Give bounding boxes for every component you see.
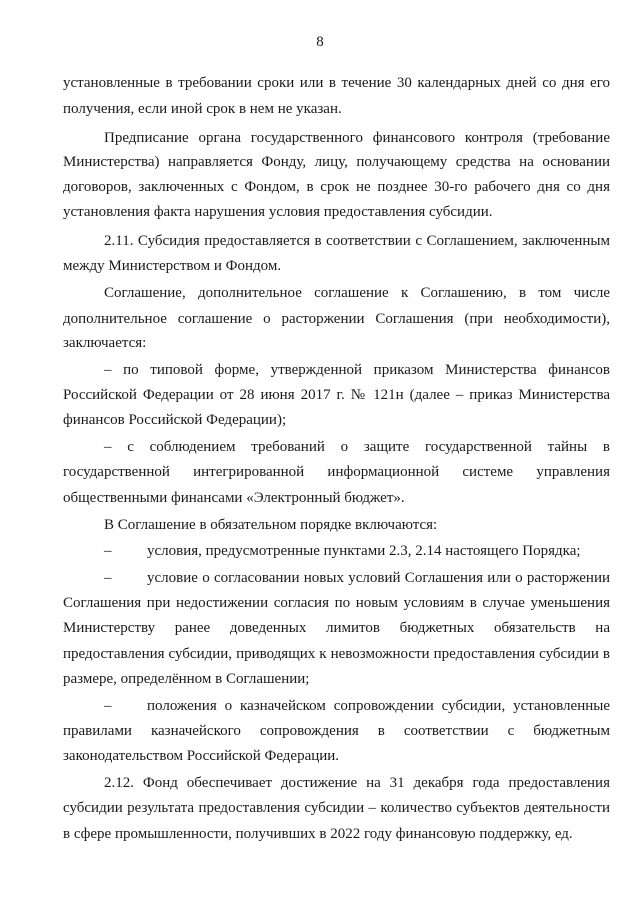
text-line: условия, предусмотренные пунктами 2.3, 2.14 настоящего Порядка;	[147, 543, 581, 559]
text-line: 2.12. Фонд обеспечивает достижение на 31 декабря года предоставления	[104, 775, 610, 791]
text-line: предоставления субсидии, приводящих к невозможности предоставления субсидии в	[63, 646, 610, 662]
text-line: Министерства) направляется Фонду, лицу, получающему средства на основании	[63, 154, 610, 170]
list-dash: –	[104, 698, 112, 714]
text-line: установления факта нарушения условия предоставления субсидии.	[63, 204, 493, 220]
text-line: Предписание органа государственного финансового контроля (требование	[104, 130, 610, 146]
list-dash: –	[104, 543, 112, 559]
text-line: Соглашение, дополнительное соглашение к Соглашению, в том числе	[104, 285, 610, 301]
text-line: правилами казначейского сопровождения в соответствии с бюджетным	[63, 723, 610, 739]
text-line: договоров, заключенных с Фондом, в срок не позднее 30-го рабочего дня со дня	[63, 179, 610, 195]
text-line: финансов Российской Федерации);	[63, 412, 287, 428]
text-line: положения о казначейском сопровождении субсидии, установленные	[147, 698, 610, 714]
text-line: Соглашения при недостижении согласия по новым условиям в случае уменьшения	[63, 595, 610, 611]
page-number: 8	[316, 34, 324, 50]
text-line: законодательством Российской Федерации.	[63, 748, 340, 764]
text-line: в сфере промышленности, получивших в 2022 году финансовую поддержку, ед.	[63, 826, 573, 842]
text-line: – по типовой форме, утвержденной приказом Министерства финансов	[104, 362, 610, 378]
list-dash: –	[104, 570, 112, 586]
text-line: размере, определённом в Соглашении;	[63, 671, 310, 687]
text-line: Министерству ранее доведенных лимитов бюджетных обязательств на	[63, 620, 610, 636]
text-line: между Министерством и Фондом.	[63, 258, 282, 274]
text-line: установленные в требовании сроки или в течение 30 календарных дней со дня его	[63, 75, 610, 91]
text-line: получения, если иной срок в нем не указан.	[63, 101, 342, 117]
text-line: субсидии результата предоставления субсидии – количество субъектов деятельности	[63, 800, 610, 816]
text-line: условие о согласовании новых условий Соглашения или о расторжении	[147, 570, 610, 586]
text-line: В Соглашение в обязательном порядке включаются:	[104, 517, 438, 533]
text-line: Российской Федерации от 28 июня 2017 г. № 121н (далее – приказ Министерства	[63, 387, 610, 403]
text-line: дополнительное соглашение о расторжении Соглашения (при необходимости),	[63, 311, 610, 327]
text-line: 2.11. Субсидия предоставляется в соответствии с Соглашением, заключенным	[104, 233, 610, 249]
text-line: – с соблюдением требований о защите государственной тайны в	[104, 439, 610, 455]
text-line: заключается:	[63, 335, 147, 351]
text-line: государственной интегрированной информационной системе управления	[63, 464, 610, 480]
text-line: общественными финансами «Электронный бюджет».	[63, 490, 405, 506]
